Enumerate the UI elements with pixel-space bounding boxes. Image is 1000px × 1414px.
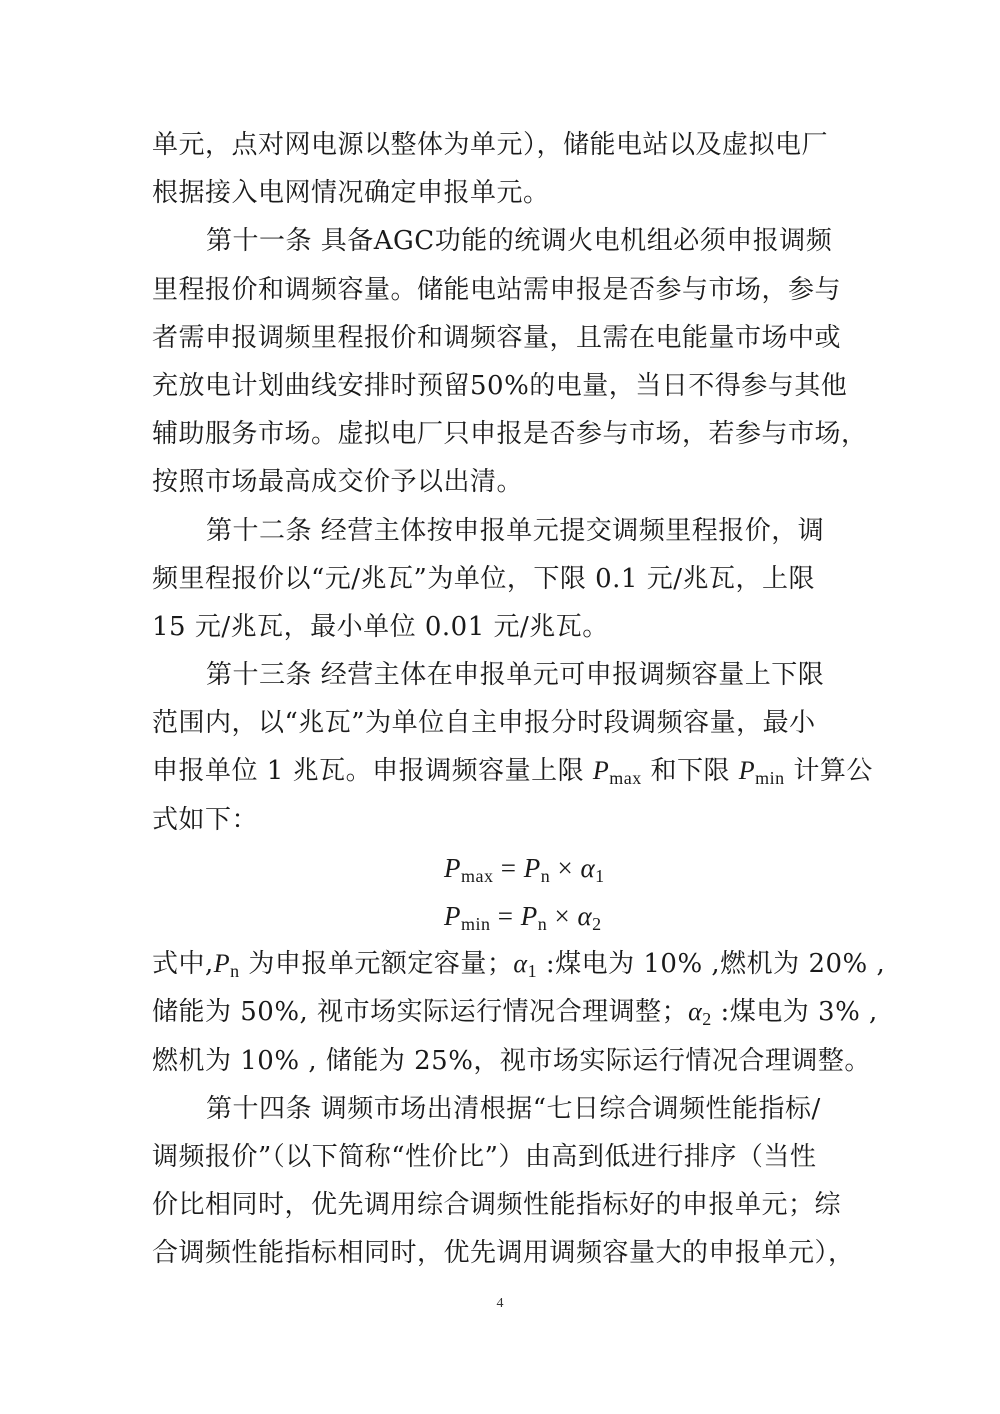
text-fragment: :煤电为 3% , xyxy=(711,997,878,1028)
symbol-p: P xyxy=(738,756,756,786)
page-number: 4 xyxy=(496,1296,504,1311)
symbol-p: P xyxy=(444,901,461,931)
subscript-min: min xyxy=(755,768,785,789)
times-sign: × xyxy=(547,901,578,931)
text-line: 根据接入电网情况确定申报单元。 xyxy=(152,178,550,209)
article-heading-line: 第十一条 具备AGC功能的统调火电机组必须申报调频 xyxy=(206,226,833,257)
article-heading-line: 第十二条 经营主体按申报单元提交调频里程报价，调 xyxy=(206,515,825,546)
symbol-alpha: α xyxy=(580,852,596,883)
text-fragment: 和下限 xyxy=(641,756,739,787)
symbol-p: P xyxy=(444,852,461,883)
times-sign: × xyxy=(550,852,581,883)
text-line: 燃机为 10% , 储能为 25%，视市场实际运行情况合理调整。 xyxy=(152,1045,871,1076)
formula-explanation xyxy=(152,940,886,1085)
paragraph-continuation xyxy=(152,121,852,217)
formula-block xyxy=(152,844,852,940)
symbol-p: P xyxy=(213,949,231,979)
article-heading-line: 第十四条 调频市场出清根据“七日综合调频性能指标/ xyxy=(206,1093,821,1124)
text-line: 单元，点对网电源以整体为单元），储能电站以及虚拟电厂 xyxy=(152,130,829,160)
subscript-1: 1 xyxy=(595,865,605,886)
text-line: 价比相同时，优先调用综合调频性能指标好的申报单元；综 xyxy=(152,1190,842,1221)
text-fragment: 储能为 50%, 视市场实际运行情况合理调整； xyxy=(152,997,689,1028)
article-13 xyxy=(152,651,873,844)
symbol-alpha: α xyxy=(688,997,703,1027)
symbol-p: P xyxy=(592,756,610,786)
text-fragment: 申报单位 1 兆瓦。申报调频容量上限 xyxy=(152,756,593,787)
formula-pmin xyxy=(152,892,852,940)
text-line: 合调频性能指标相同时，优先调用调频容量大的申报单元）， xyxy=(152,1238,855,1269)
formula-pmax xyxy=(152,844,852,892)
text-line: 者需申报调频里程报价和调频容量，且需在电能量市场中或 xyxy=(152,322,842,353)
equals-sign: = xyxy=(493,852,524,883)
equals-sign: = xyxy=(490,901,521,931)
subscript-max: max xyxy=(609,768,642,789)
subscript-1: 1 xyxy=(527,961,538,982)
text-line: 充放电计划曲线安排时预留50%的电量，当日不得参与其他 xyxy=(152,370,848,401)
subscript-min: min xyxy=(461,914,491,934)
article-heading-line: 第十三条 经营主体在申报单元可申报调频容量上下限 xyxy=(206,660,825,691)
text-line: 按照市场最高成交价予以出清。 xyxy=(152,467,524,498)
article-14 xyxy=(152,1085,855,1278)
article-11 xyxy=(152,217,868,506)
subscript-n: n xyxy=(230,961,240,982)
text-line: 里程报价和调频容量。储能电站需申报是否参与市场，参与 xyxy=(152,274,842,305)
subscript-n: n xyxy=(540,865,551,886)
text-line-with-symbols xyxy=(152,988,878,1036)
symbol-alpha: α xyxy=(577,901,593,931)
subscript-n: n xyxy=(537,914,548,934)
article-12 xyxy=(152,507,852,652)
symbol-alpha: α xyxy=(513,949,528,979)
text-fragment: 计算公 xyxy=(784,756,873,787)
text-line: 15 元/兆瓦，最小单位 0.01 元/兆瓦。 xyxy=(152,611,609,642)
text-fragment: 为申报单元额定容量； xyxy=(239,949,514,980)
text-line-with-symbols xyxy=(152,747,873,795)
text-fragment: 式中, xyxy=(152,949,214,980)
text-line: 调频报价”（以下简称“性价比”）由高到低进行排序（当性 xyxy=(152,1141,817,1172)
text-line: 频里程报价以“元/兆瓦”为单位，下限 0.1 元/兆瓦，上限 xyxy=(152,563,815,594)
subscript-max: max xyxy=(461,865,494,886)
text-line-with-symbols xyxy=(152,940,886,988)
text-line: 范围内，以“兆瓦”为单位自主申报分时段调频容量，最小 xyxy=(152,708,816,739)
subscript-2: 2 xyxy=(702,1009,712,1030)
subscript-2: 2 xyxy=(592,914,602,934)
text-fragment: :煤电为 10% ,燃机为 20% , xyxy=(537,949,886,980)
symbol-p: P xyxy=(523,852,541,883)
symbol-p: P xyxy=(520,901,538,931)
document-body xyxy=(152,121,886,1278)
text-line: 式如下： xyxy=(152,804,259,835)
text-line: 辅助服务市场。虚拟电厂只申报是否参与市场，若参与市场， xyxy=(152,419,868,450)
